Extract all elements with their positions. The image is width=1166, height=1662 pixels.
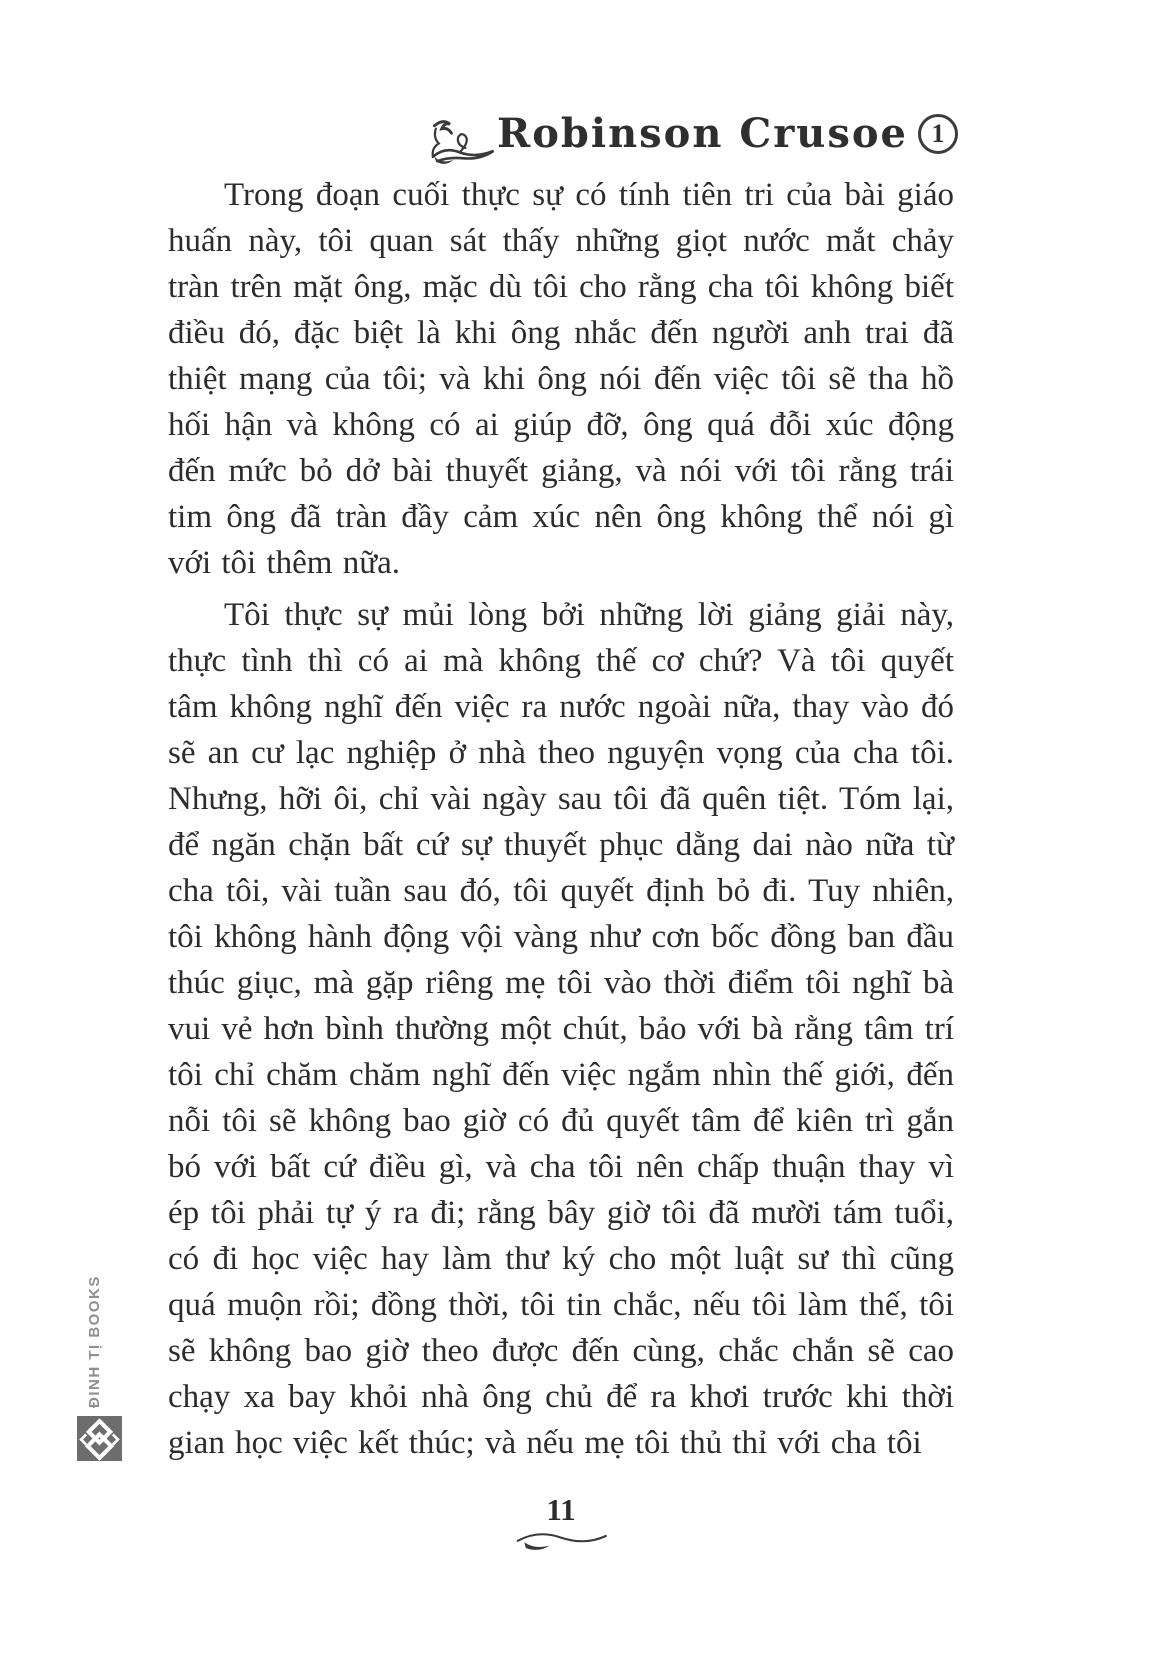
volume-number: 1 bbox=[931, 119, 945, 148]
calligraphic-swash-icon bbox=[427, 106, 501, 178]
paragraph: Tôi thực sự mủi lòng bởi những lời giảng giải này, thực tình thì có ai mà không thế cơ chứ? Và tôi quyết tâm không nghĩ đến việc ra nước ngoài nữa, thay vào đó sẽ an cư lạc nghiệp ở nhà theo nguyện vọng của cha tôi. Nhưng, hỡi ôi, chỉ vài ngày sau tôi đã quên tiệt. Tóm lại, để ngăn chặn bất cứ sự thuyết phục dằng dai nào nữa từ cha tôi, vài tuần sau đó, tôi quyết định bỏ đi. Tuy nhiên, tôi không hành động vội vàng như cơn bốc đồng ban đầu thúc giục, mà gặp riêng mẹ tôi vào thời điểm tôi nghĩ bà vui vẻ hơn bình thường một chút, bảo với bà rằng tâm trí tôi chỉ chăm chăm nghĩ đến việc ngắm nhìn thế giới, đến nỗi tôi sẽ không bao giờ có đủ quyết tâm để kiên trì gắn bó với bất cứ điều gì, và cha tôi nên chấp thuận thay vì ép tôi phải tự ý ra đi; rằng bây giờ tôi đã mười tám tuổi, có đi học việc hay làm thư ký cho một luật sư thì cũng quá muộn rồi; đồng thời, tôi tin chắc, nếu tôi làm thế, tôi sẽ không bao giờ theo được đến cùng, chắc chắn sẽ cao chạy xa bay khỏi nhà ông chủ để ra khơi trước khi thời gian học việc kết thúc; và nếu mẹ tôi thủ thỉ với cha tôi bbox=[168, 597, 954, 1461]
page-footer bbox=[168, 1494, 954, 1558]
book-title: Robinson Crusoe bbox=[496, 109, 908, 157]
wave-flourish-icon bbox=[513, 1527, 609, 1553]
publisher-logo-icon bbox=[77, 1416, 122, 1461]
paragraph: Trong đoạn cuối thực sự có tính tiên tri của bài giáo huấn này, tôi quan sát thấy những giọt nước mắt chảy tràn trên mặt ông, mặc dù tôi cho rằng cha tôi không biết điều đó, đặc biệt là khi ông nhắc đến người anh trai đã thiệt mạng của tôi; và khi ông nói đến việc tôi sẽ tha hồ hối hận và không có ai giúp đỡ, ông quá đỗi xúc động đến mức bỏ dở bài thuyết giảng, và nói với tôi rằng trái tim ông đã tràn đầy cảm xúc nên ông không thể nói gì với tôi thêm nữa. bbox=[168, 177, 954, 581]
volume-badge bbox=[918, 114, 958, 154]
publisher-label: ĐINH TỊ BOOKS bbox=[86, 1275, 103, 1408]
page-number: 11 bbox=[546, 1492, 576, 1527]
text-block bbox=[168, 172, 954, 1466]
page-header bbox=[427, 88, 958, 178]
